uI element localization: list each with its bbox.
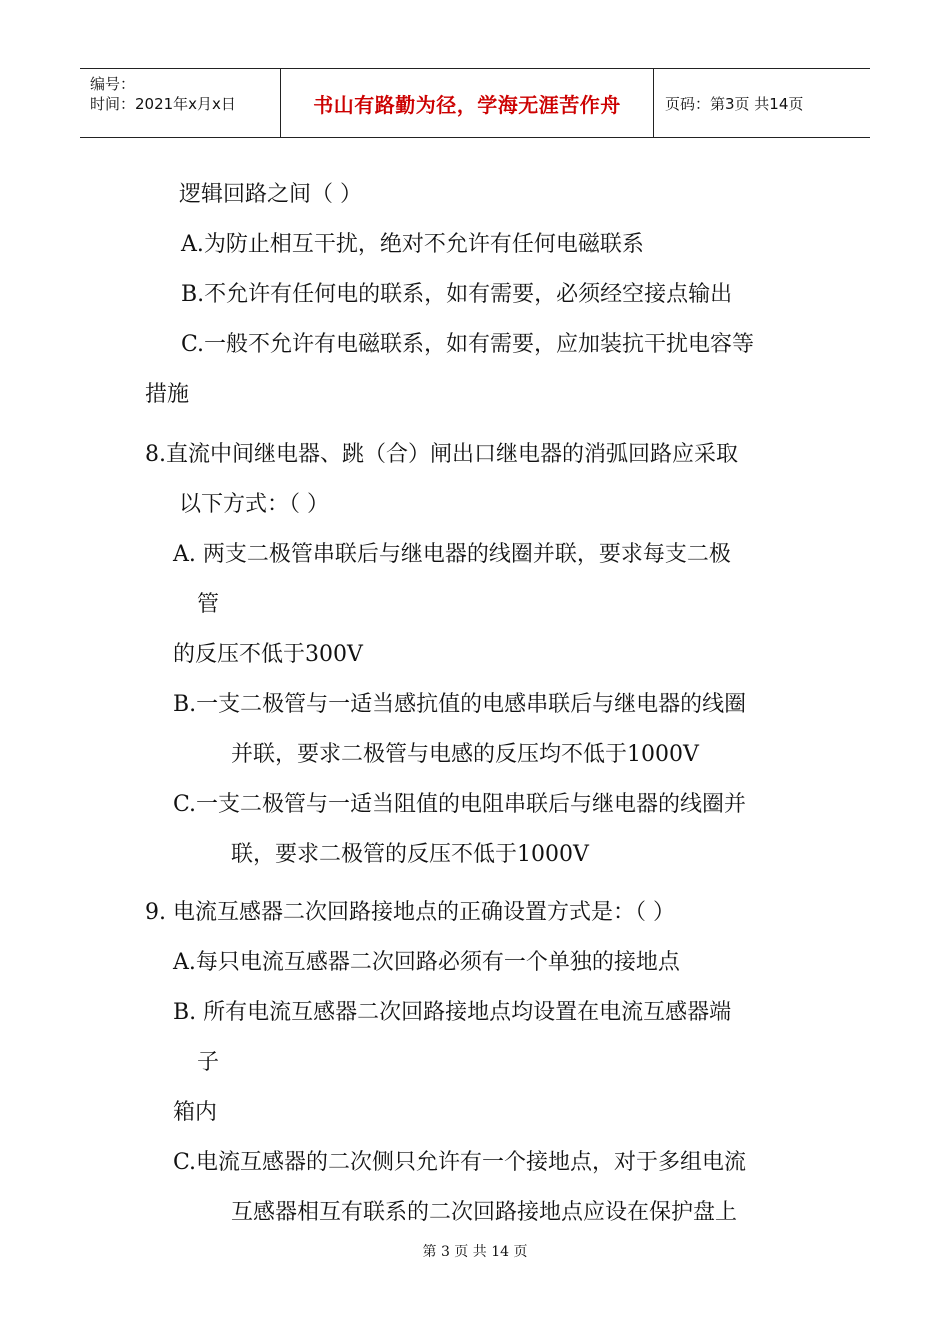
option-line: B. 所有电流互感器二次回路接地点均设置在电流互感器端: [173, 1000, 732, 1025]
option-line: C.一支二极管与一适当阻值的电阻串联后与继电器的线圈并: [173, 792, 747, 817]
header-meta: [80, 69, 280, 137]
text-line: 箱内: [173, 1100, 218, 1125]
option-line: A.为防止相互干扰，绝对不允许有任何电磁联系: [181, 232, 644, 257]
header-motto: 书山有路勤为径，学海无涯苦作舟: [313, 92, 621, 117]
option-line: C.电流互感器的二次侧只允许有一个接地点，对于多组电流: [173, 1150, 747, 1175]
header-motto-cell: [280, 69, 654, 137]
document-time: 时间：2021年x月x日: [90, 95, 236, 113]
header-page-cell: [653, 69, 870, 137]
text-line: 并联，要求二极管与电感的反压均不低于1000V: [231, 742, 699, 767]
option-line: B.一支二极管与一适当感抗值的电感串联后与继电器的线圈: [173, 692, 747, 717]
page-footer: 第 3 页 共 14 页: [422, 1244, 528, 1260]
option-line: A.每只电流互感器二次回路必须有一个单独的接地点: [173, 950, 680, 975]
option-line: A. 两支二极管串联后与继电器的线圈并联，要求每支二极: [173, 542, 731, 567]
document-number-label: 编号：: [90, 75, 136, 93]
question-line: 8.直流中间继电器、跳（合）闸出口继电器的消弧回路应采取: [145, 442, 738, 467]
text-line: 的反压不低于300V: [173, 642, 363, 667]
text-line: 联，要求二极管的反压不低于1000V: [231, 842, 589, 867]
text-line: 措施: [145, 382, 190, 407]
text-line: 子: [197, 1050, 220, 1075]
text-line: 逻辑回路之间（ ）: [179, 182, 362, 207]
option-line: C.一般不允许有电磁联系，如有需要，应加装抗干扰电容等: [181, 332, 755, 357]
text-line: 管: [197, 592, 220, 617]
option-line: B.不允许有任何电的联系，如有需要，必须经空接点输出: [181, 282, 733, 307]
page-header: [80, 68, 870, 138]
text-line: 互感器相互有联系的二次回路接地点应设在保护盘上: [231, 1200, 738, 1225]
header-page-info: 页码：第3页 共14页: [665, 94, 804, 113]
text-line: 以下方式：（ ）: [179, 492, 329, 517]
question-line: 9. 电流互感器二次回路接地点的正确设置方式是：（ ）: [145, 900, 675, 925]
